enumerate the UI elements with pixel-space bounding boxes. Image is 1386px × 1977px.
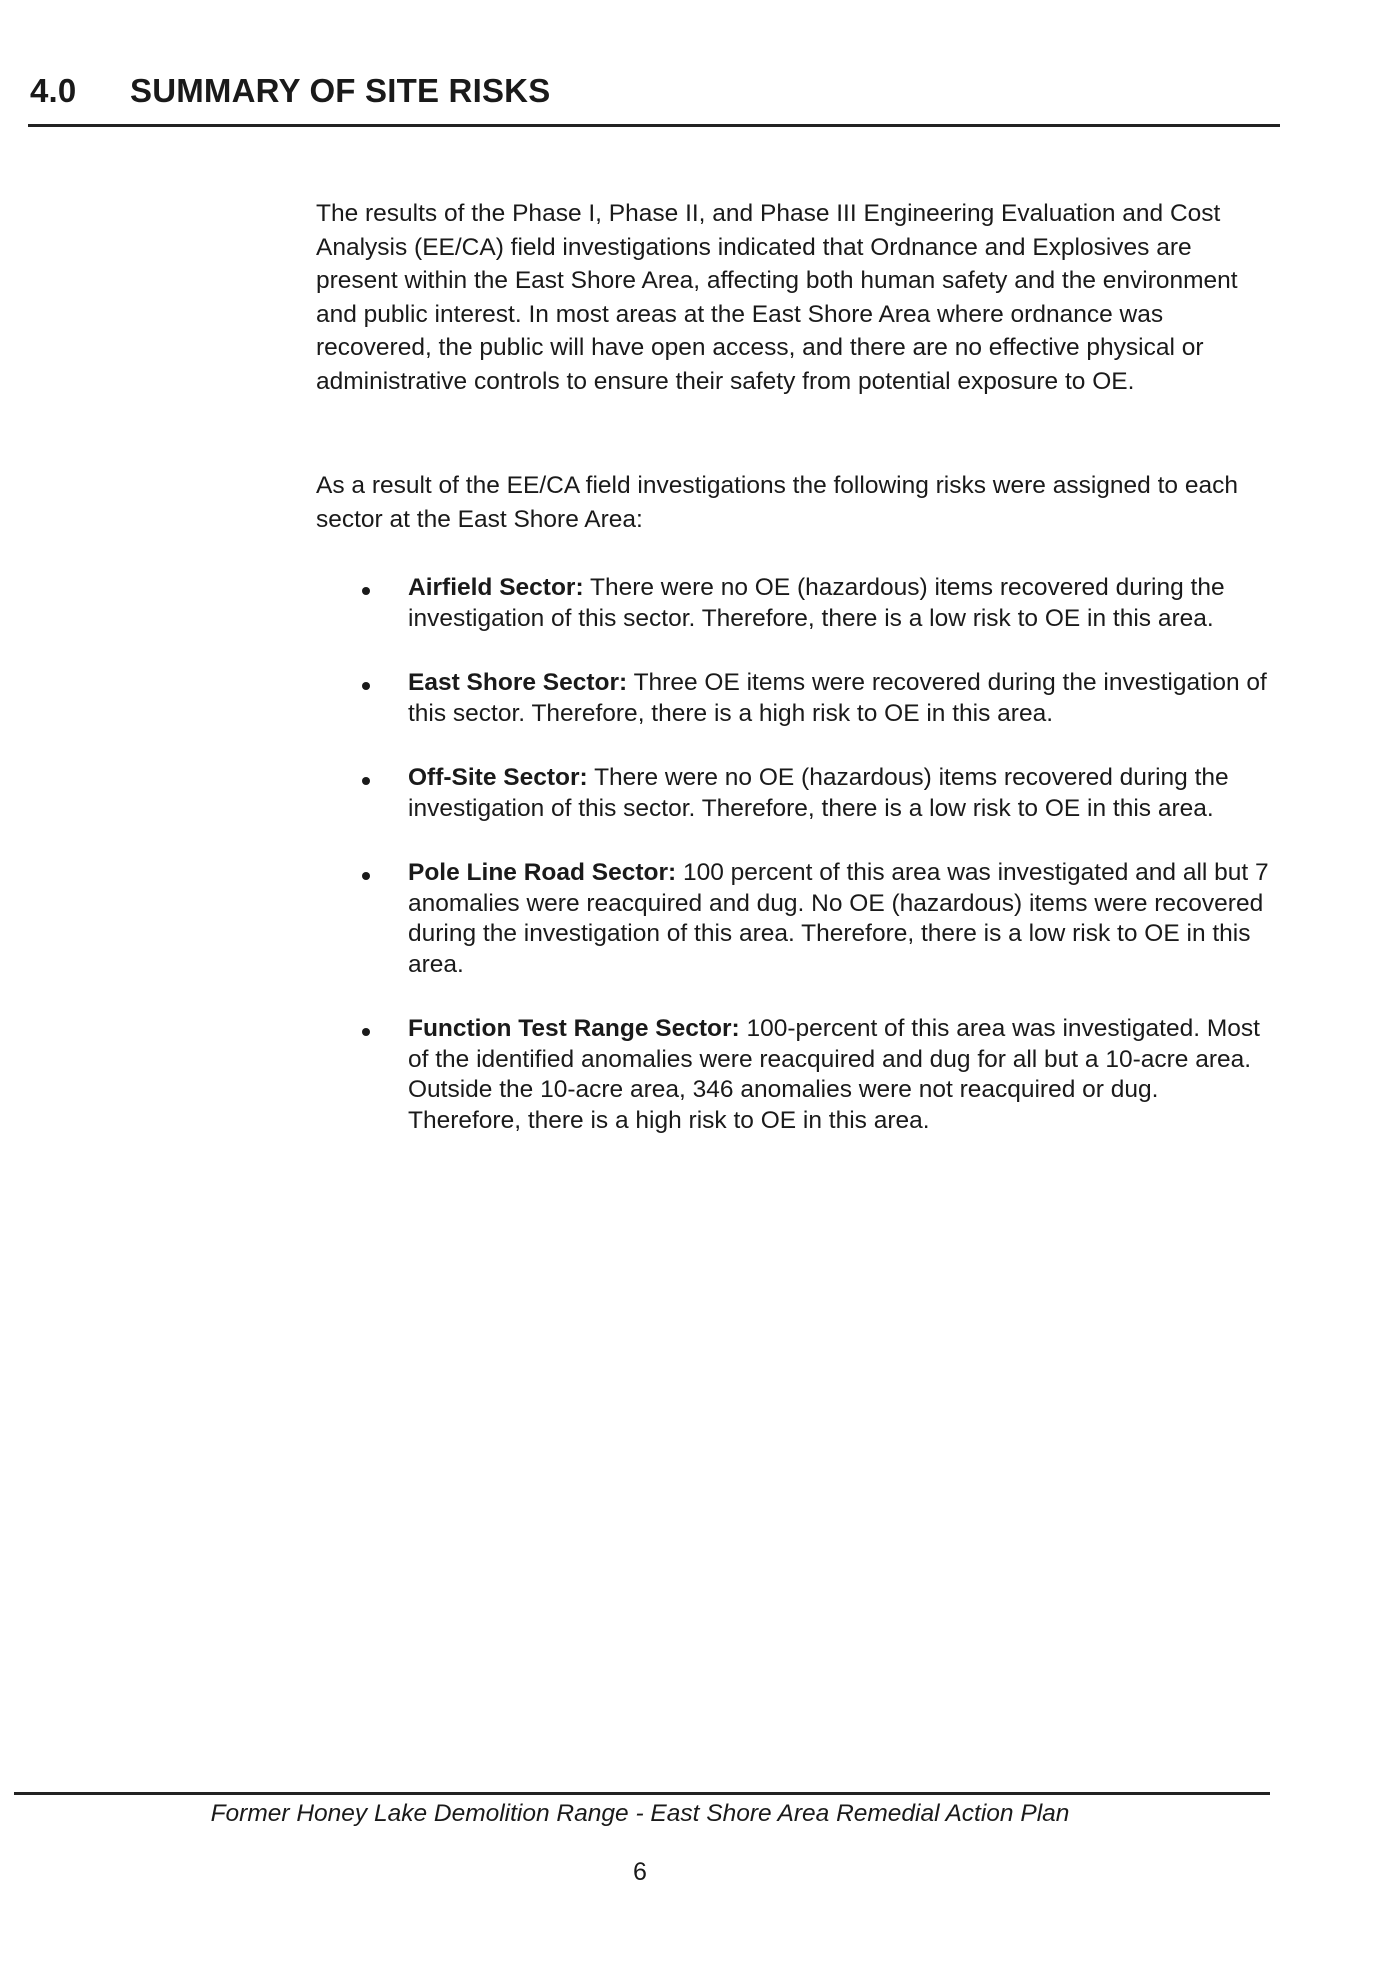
footer-rule — [14, 1792, 1270, 1795]
list-item — [316, 858, 1276, 980]
section-heading — [30, 72, 550, 110]
list-item — [316, 1014, 1276, 1136]
lead-in-paragraph: As a result of the EE/CA field investigations the following risks were assigned to each sector at the East Shore Area: — [316, 472, 1238, 533]
list-item — [316, 763, 1276, 824]
list-item — [316, 573, 1276, 634]
sector-description: Three OE items were recovered during the investigation of this sector. Therefore, there is a high risk to OE in this area. — [408, 669, 1267, 727]
bullet-icon — [362, 872, 370, 880]
list-item — [316, 668, 1276, 729]
bullet-icon — [362, 777, 370, 785]
sector-term: East Shore Sector: — [408, 669, 628, 696]
section-number: 4.0 — [30, 72, 77, 109]
page-number: 6 — [633, 1858, 647, 1886]
section-title: SUMMARY OF SITE RISKS — [130, 72, 551, 109]
sector-term: Airfield Sector: — [408, 574, 584, 601]
sector-term: Off-Site Sector: — [408, 764, 588, 791]
intro-paragraph: The results of the Phase I, Phase II, and Phase III Engineering Evaluation and Cost Analysis (EE/CA) field investigations indicated that Ordnance and Explosives are present within the East Shore Area, affecting both human safety and the environment and public interest. In most areas at the East Shore Area where ordnance was recovered, the public will have open access, and there are no effective physical or administrative controls to ensure their safety from potential exposure to OE. — [316, 200, 1238, 395]
sector-description: There were no OE (hazardous) items recovered during the investigation of this sector. Therefore, there is a low risk to OE in this area. — [408, 574, 1225, 632]
sector-description: 100 percent of this area was investigated and all but 7 anomalies were reacquired and dug. No OE (hazardous) items were recovered during the investigation of this area. Therefore, there is a low risk to OE in this area. — [408, 859, 1269, 978]
sector-term: Pole Line Road Sector: — [408, 859, 677, 886]
sector-term: Function Test Range Sector: — [408, 1015, 740, 1042]
header-rule — [28, 124, 1280, 127]
bullet-icon — [362, 1028, 370, 1036]
footer-title: Former Honey Lake Demolition Range - East Shore Area Remedial Action Plan — [210, 1800, 1070, 1827]
bullet-icon — [362, 682, 370, 690]
sector-description: There were no OE (hazardous) items recovered during the investigation of this sector. Therefore, there is a low risk to OE in this area. — [408, 764, 1229, 822]
sector-description: 100-percent of this area was investigated. Most of the identified anomalies were reacquired and dug for all but a 10-acre area. Outside the 10-acre area, 346 anomalies were not reacquired or dug. Therefore, there is a high risk to OE in this area. — [408, 1015, 1260, 1134]
sector-risk-list — [316, 573, 1276, 1170]
bullet-icon — [362, 587, 370, 595]
